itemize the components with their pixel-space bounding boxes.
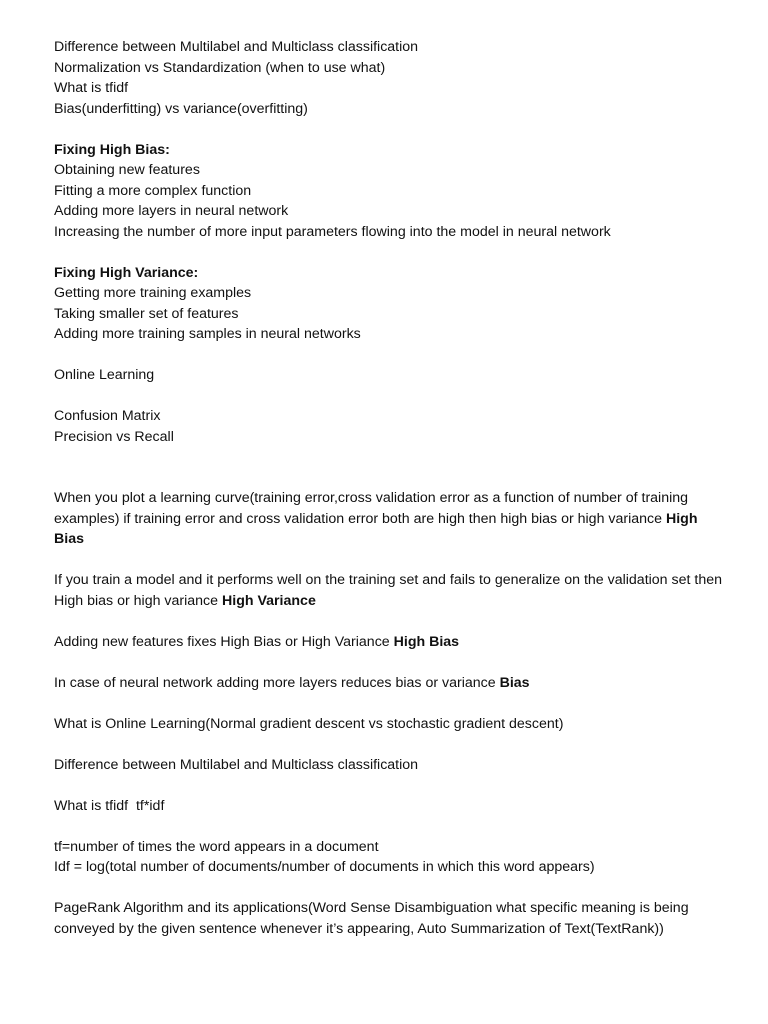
qa-question: In case of neural network adding more layers reduces bias or variance (54, 674, 496, 691)
topic-line: Difference between Multilabel and Multiclass classification (54, 39, 419, 55)
topic-line: Bias(underfitting) vs variance(overfitting) (54, 100, 308, 117)
qa-answer: High Variance (222, 592, 316, 609)
qa-paragraph (54, 632, 724, 653)
topic-line: Normalization vs Standardization (when to use what) (54, 59, 386, 76)
confusion-matrix-line: Confusion Matrix (54, 408, 161, 424)
qa-paragraph (54, 673, 724, 694)
high-bias-item: Fitting a more complex function (54, 182, 252, 199)
high-variance-item: Adding more training samples in neural networks (54, 326, 361, 342)
qa-answer: High Bias (393, 633, 460, 650)
qa-answer: Bias (499, 674, 530, 691)
high-bias-item: Adding more layers in neural network (54, 203, 289, 219)
online-learning-line: Online Learning (54, 367, 155, 383)
topic-line: What is tfidf (54, 80, 129, 96)
idf-definition: Idf = log(total number of documents/number of documents in which this word appears) (54, 859, 595, 875)
high-variance-item: Getting more training examples (54, 285, 252, 301)
section-heading-high-bias: Fixing High Bias: (54, 141, 170, 158)
qa-paragraph (54, 570, 724, 611)
high-bias-item: Obtaining new features (54, 162, 200, 178)
section-heading-high-variance: Fixing High Variance: (54, 264, 199, 281)
high-bias-item: Increasing the number of more input parameters flowing into the model in neural network (54, 223, 611, 240)
pagerank-paragraph: PageRank Algorithm and its applications(Word Sense Disambiguation what specific meaning is being conveyed by the given sentence whenever it’s appearing, Auto Summarization of Text(TextRank)) (54, 900, 689, 937)
online-learning-question: What is Online Learning(Normal gradient descent vs stochastic gradient descent) (54, 715, 564, 732)
document-page (54, 37, 724, 939)
multilabel-question: Difference between Multilabel and Multiclass classification (54, 756, 419, 773)
tfidf-question: What is tfidf tf*idf (54, 797, 165, 814)
qa-question: Adding new features fixes High Bias or High Variance (54, 633, 390, 650)
tf-definition: tf=number of times the word appears in a document (54, 838, 379, 855)
high-variance-item: Taking smaller set of features (54, 305, 239, 322)
qa-answer: High Bias (54, 510, 698, 547)
qa-paragraph (54, 488, 724, 550)
qa-question: If you train a model and it performs well on the training set and fails to generalize on the validation set then High bias or high variance (54, 572, 722, 609)
precision-recall-line: Precision vs Recall (54, 428, 174, 445)
qa-question: When you plot a learning curve(training error,cross validation error as a function of number of training examples) if training error and cross validation error both are high then high bias or high variance (54, 490, 689, 527)
